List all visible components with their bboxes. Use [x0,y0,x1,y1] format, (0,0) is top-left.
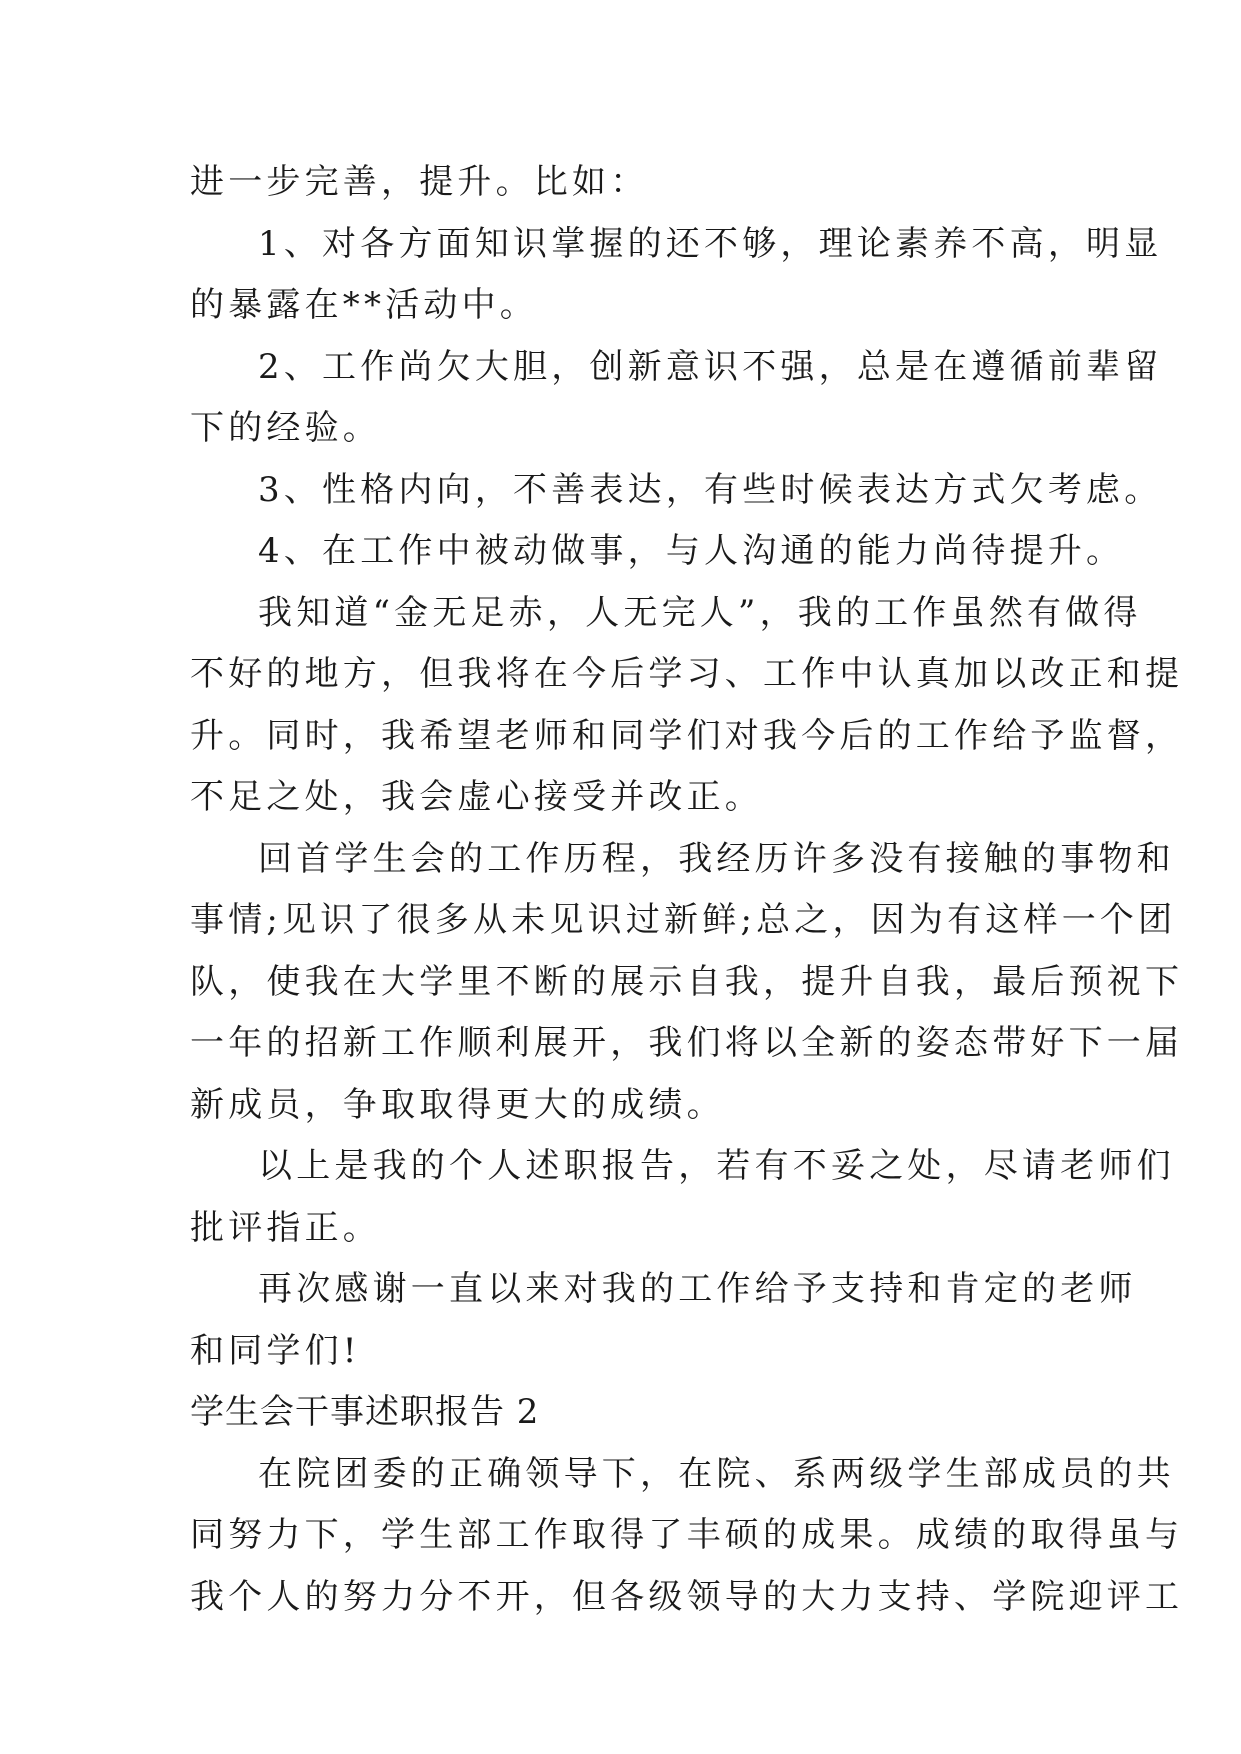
text-line: 事情;见识了很多从未见识过新鲜;总之，因为有这样一个团 [190,900,1177,940]
text-line: 我知道“金无足赤，人无完人”，我的工作虽然有做得 [258,592,1142,633]
text-line: 批评指正。 [190,1207,381,1248]
text-line: 不好的地方，但我将在今后学习、工作中认真加以改正和提 [190,654,1184,694]
document-body [190,152,1184,1628]
report-2-body [190,1444,1184,1629]
text-line: 的暴露在**活动中。 [190,285,538,325]
text-line: 2、工作尚欠大胆，创新意识不强，总是在遵循前辈留 [258,346,1163,387]
text-line: 以上是我的个人述职报告，若有不妥之处，尽请老师们 [258,1146,1175,1186]
text-line: 3、性格内向，不善表达，有些时候表达方式欠考虑。 [258,469,1163,510]
text-line: 我个人的努力分不开，但各级领导的大力支持、学院迎评工 [190,1576,1184,1617]
text-line: 在院团委的正确领导下，在院、系两级学生部成员的共 [258,1453,1175,1494]
text-line: 1、对各方面知识掌握的还不够，理论素养不高，明显 [258,223,1163,264]
text-line: 再次感谢一直以来对我的工作给予支持和肯定的老师 [258,1269,1137,1309]
report-1-body [190,152,1184,1382]
text-line: 不足之处，我会虚心接受并改正。 [190,777,763,817]
text-line: 同努力下，学生部工作取得了丰硕的成果。成绩的取得虽与 [190,1515,1184,1555]
section-heading: 学生会干事述职报告 2 [190,1392,540,1432]
text-line: 进一步完善，提升。比如： [190,162,649,202]
text-line: 新成员，争取取得更大的成绩。 [190,1084,725,1125]
text-line: 队，使我在大学里不断的展示自我，提升自我，最后预祝下 [190,961,1184,1002]
text-line: 升。同时，我希望老师和同学们对我今后的工作给予监督， [190,715,1184,756]
text-line: 和同学们! [190,1330,361,1371]
text-line: 回首学生会的工作历程，我经历许多没有接触的事物和 [258,838,1175,879]
text-line: 一年的招新工作顺利展开，我们将以全新的姿态带好下一届 [190,1023,1184,1063]
text-line: 下的经验。 [190,408,381,448]
text-line: 4、在工作中被动做事，与人沟通的能力尚待提升。 [258,531,1125,571]
